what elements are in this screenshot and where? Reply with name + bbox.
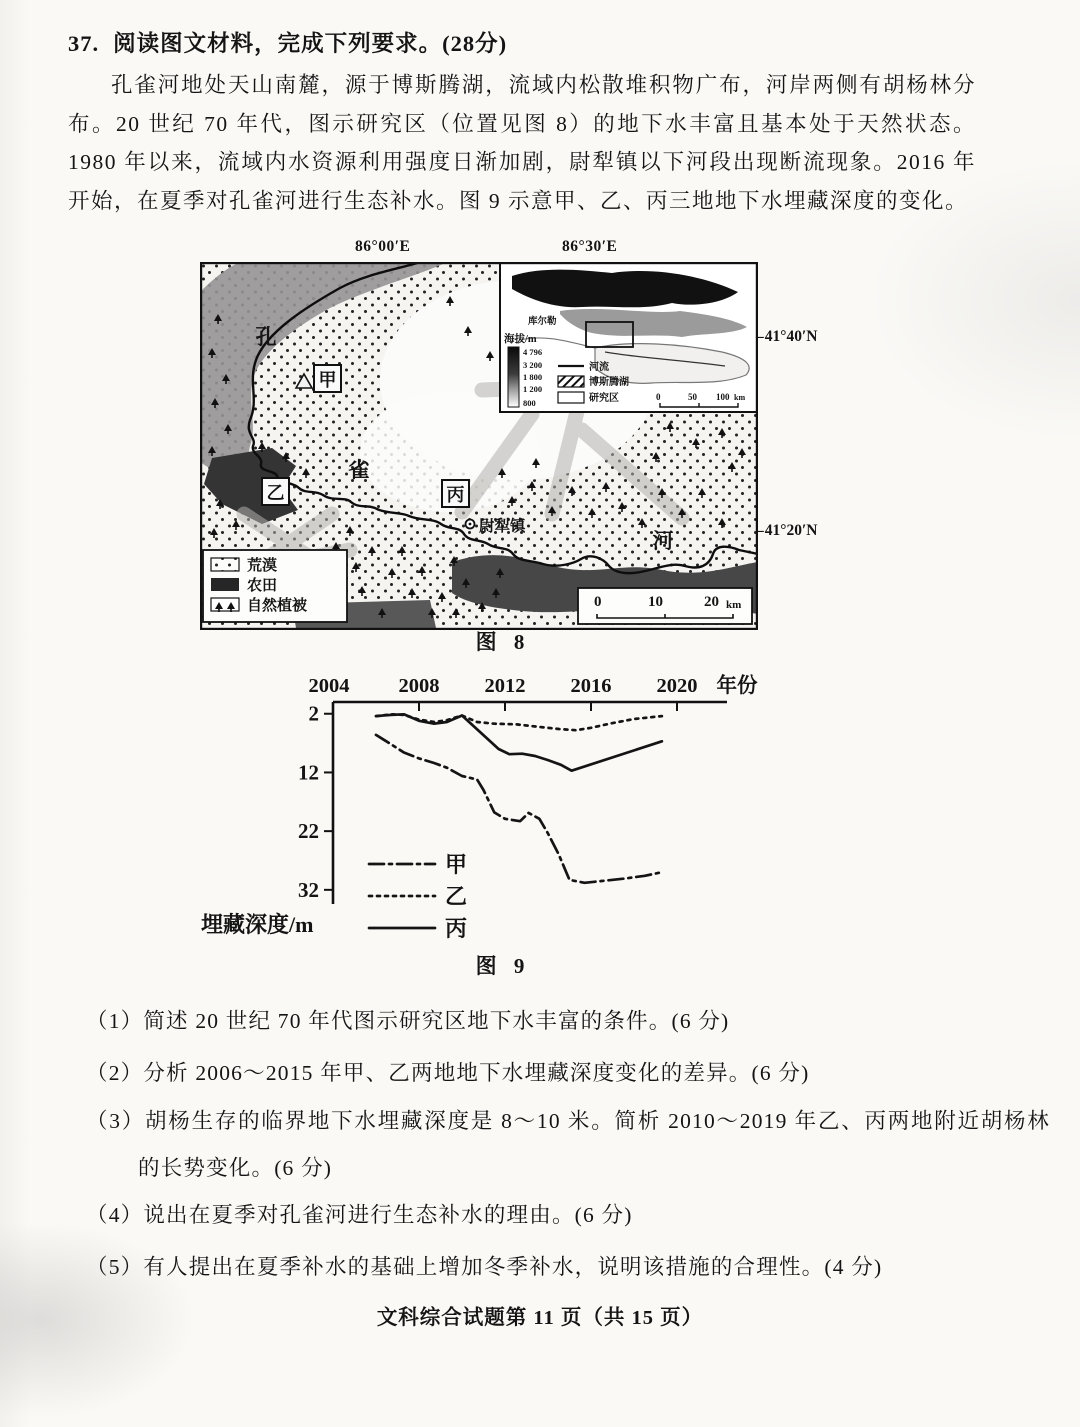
legend-label-desert: 荒漠 [247, 558, 278, 574]
legend-swatch-vegetation [211, 598, 239, 611]
scale-20: 20 [704, 594, 719, 610]
legend-label-甲: 甲 [445, 852, 468, 877]
map-figure8 [200, 262, 758, 630]
y-axis-title: 埋藏深度/m [201, 912, 314, 937]
question-header [68, 26, 998, 58]
inset-elev-bar [508, 347, 519, 407]
figure8-caption: 图 8 [475, 630, 531, 654]
map-scalebar [578, 588, 752, 624]
inset-legend-lake-swatch [558, 376, 584, 387]
latitude-label-41-20: – 41°20′N [756, 522, 818, 540]
site-yi-label: 乙 [266, 483, 285, 503]
inset-scale-km: km [734, 393, 746, 402]
question-5-text: 有人提出在夏季补水的基础上增加冬季补水，说明该措施的合理性。(4 分) [143, 1255, 883, 1279]
legend-swatch-farmland [211, 578, 239, 591]
inset-elev-v0: 4 796 [523, 347, 543, 357]
question-1-text: 简述 20 世纪 70 年代图示研究区地下水丰富的条件。(6 分) [143, 1009, 730, 1033]
question-2-text: 分析 2006～2015 年甲、乙两地地下水埋藏深度变化的差异。(6 分) [143, 1061, 810, 1085]
figure8 [197, 238, 818, 654]
question-4-num: （4） [86, 1203, 144, 1227]
legend-label-vegetation: 自然植被 [247, 598, 308, 614]
latitude-label-41-40: – 41°40′N [756, 328, 818, 346]
site-bing-label: 丙 [446, 485, 465, 505]
river-char-que: 雀 [348, 458, 370, 482]
inset-legend-lake: 博斯腾湖 [589, 377, 629, 388]
y-tick-label: 32 [298, 877, 319, 902]
inset-elev-v4: 800 [523, 398, 536, 408]
question-3-num: （3） [86, 1109, 146, 1133]
legend-label-farmland: 农田 [247, 578, 278, 594]
y-tick-label: 2 [308, 701, 319, 726]
page-footer: 文科综合试题第 11 页（共 15 页） [376, 1307, 704, 1329]
inset-elev-v2: 1 800 [523, 372, 543, 382]
river-char-kong: 孔 [255, 325, 277, 349]
question-header-text: 阅读图文材料，完成下列要求。(28分) [113, 31, 508, 56]
inset-legend-study: 研究区 [589, 393, 619, 404]
question-4 [86, 1192, 1050, 1239]
scale-0: 0 [594, 594, 602, 610]
town-label: 尉犁镇 [479, 518, 526, 535]
question-number: 37. [68, 31, 100, 56]
x-tick-label: 2008 [398, 675, 440, 697]
river-char-he: 河 [652, 529, 674, 553]
inset-scale-50: 50 [688, 392, 697, 402]
question-1-num: （1） [86, 1009, 144, 1033]
inset-scale-100: 100 [716, 392, 730, 402]
site-jia-label: 甲 [318, 370, 337, 390]
question-1 [86, 998, 1050, 1045]
longitude-label-86-00: 86°00′E [355, 238, 411, 255]
figure9-caption: 图 9 [475, 954, 531, 978]
x-tick-label: 2004 [308, 675, 350, 697]
town-marker-dot [469, 523, 472, 526]
inset-legend-river: 河流 [589, 362, 609, 373]
x-axis-title: 年份 [716, 675, 758, 697]
question-3 [86, 1098, 1050, 1192]
legend-label-丙: 丙 [445, 916, 468, 941]
x-tick-label: 2016 [570, 675, 612, 697]
inset-city-label: 库尔勒 [528, 317, 557, 327]
depth-line-chart [193, 666, 813, 956]
question-4-text: 说出在夏季对孔雀河进行生态补水的理由。(6 分) [143, 1203, 633, 1227]
inset-legend-study-swatch [558, 392, 584, 403]
figure9 [193, 666, 813, 956]
series-甲 [376, 735, 662, 883]
legend-swatch-desert [211, 558, 239, 571]
x-tick-label: 2012 [484, 675, 526, 697]
question-5 [86, 1244, 1050, 1291]
scale-km: km [726, 599, 742, 611]
intro-paragraph: 孔雀河地处天山南麓，源于博斯腾湖，流域内松散堆积物广布，河岸两侧有胡杨林分布。20 世纪 70 年代，图示研究区（位置见图 8）的地下水丰富且基本处于天然状态。1980 年以来，流域内水资源利用强度日渐加剧，尉犁镇以下河段出现断流现象。2016 年开始，在夏季对孔雀河进行生态补水。图 9 示意甲、乙、丙三地地下水埋藏深度的变化。 [68, 73, 976, 213]
x-tick-label: 2020 [656, 675, 698, 697]
legend-label-乙: 乙 [445, 884, 468, 909]
inset-elev-title: 海拔/m [504, 334, 537, 345]
y-tick-label: 12 [298, 760, 319, 785]
question-3-text: 胡杨生存的临界地下水埋藏深度是 8～10 米。简析 2010～2019 年乙、丙两地附近胡杨林的长势变化。(6 分) [138, 1109, 1050, 1180]
y-tick-label: 22 [298, 819, 319, 844]
inset-elev-v1: 3 200 [523, 360, 543, 370]
map-legend [203, 550, 347, 622]
question-2 [86, 1050, 1050, 1097]
longitude-label-86-30: 86°30′E [562, 238, 618, 255]
question-5-num: （5） [86, 1255, 144, 1279]
series-乙 [376, 714, 662, 730]
scale-10: 10 [648, 594, 663, 610]
inset-elev-v3: 1 200 [523, 384, 543, 394]
inset-scale-0: 0 [656, 392, 661, 402]
inset-map [500, 262, 758, 412]
question-2-num: （2） [86, 1061, 144, 1085]
